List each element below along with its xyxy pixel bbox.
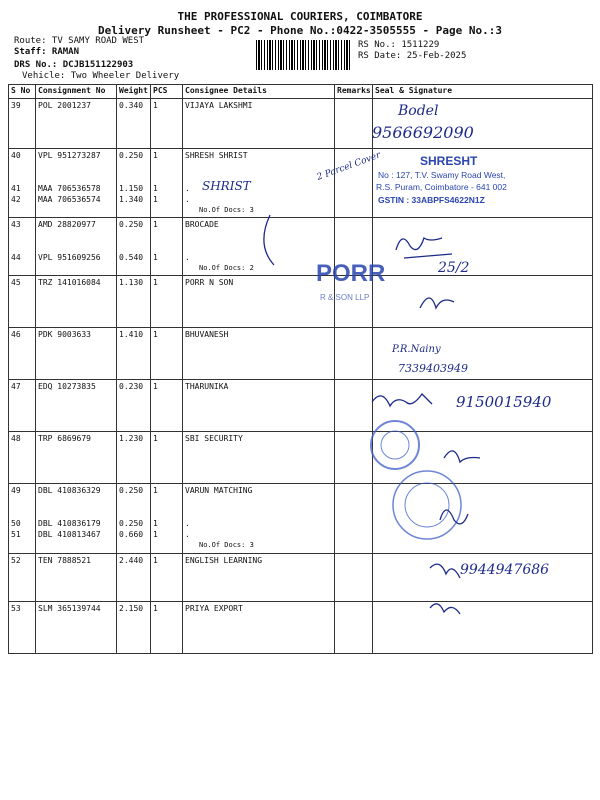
consignee-value: . [185,184,190,193]
rs-number: RS No.: 1511229 [358,40,440,50]
pcs-value: 1 [153,530,158,539]
hw-r47-phone: 9150015940 [456,393,552,411]
consignment-no-value: POL 2001237 [38,101,91,110]
col-seal: Seal & Signature [373,85,593,99]
weight-value: 0.250 [119,151,144,160]
stamp-shresht-name: SHRESHT [420,154,478,168]
s-no-value: 44 [11,253,21,262]
s-no-value: 49 [11,486,21,495]
weight-value: 1.340 [119,195,144,204]
signature-r53 [430,604,460,614]
consignment-no-value: VPL 951273287 [38,151,101,160]
document-title: THE PROFESSIONAL COURIERS, COIMBATORE [177,10,423,23]
pcs-value: 1 [153,253,158,262]
signature-r49 [440,510,468,524]
s-no-value: 51 [11,530,21,539]
round-stamps [371,421,461,539]
consignment-no-value: EDQ 10273835 [38,382,96,391]
col-pcs: PCS [151,85,183,99]
stamp-porr-sub: R & SON LLP [320,293,370,302]
drs-number: DRS No.: DCJB151122903 [14,60,134,70]
col-consignee: Consignee Details [183,85,335,99]
s-no-value: 53 [11,604,21,613]
consignee-value: ENGLISH LEARNING [185,556,263,565]
stamp-shresht-gstin: GSTIN : 33ABPFS4622N1Z [378,195,485,205]
hw-r46-name: P.R.Nainy [392,344,441,355]
round-stamp-sbi-inner [381,431,409,459]
consignee-value: PRIYA EXPORT [185,604,243,613]
consignee-value: . [185,530,190,539]
col-weight: Weight [117,85,151,99]
signature-r47 [372,394,432,406]
weight-value: 0.340 [119,101,144,110]
pcs-value: 1 [153,604,158,613]
col-sno: S No [9,85,36,99]
pcs-value: 1 [153,486,158,495]
shresht-stamp [376,154,507,205]
porr-stamp [316,260,385,302]
weight-value: 1.150 [119,184,144,193]
consignment-no-value: MAA 706536574 [38,195,101,204]
bracket-mark [264,215,274,265]
hw-r52-phone: 9944947686 [460,562,550,578]
pcs-value: 1 [153,101,158,110]
consignment-no-value: DBL 410836329 [38,486,101,495]
s-no-value: 39 [11,101,21,110]
consignee-value: SHRESH SHRIST [185,151,248,160]
consignee-value: VIJAYA LAKSHMI [185,101,253,110]
pcs-value: 1 [153,330,158,339]
weight-value: 1.230 [119,434,144,443]
consignee-value: . [185,519,190,528]
consignee-value: . [185,253,190,262]
weight-value: 0.540 [119,253,144,262]
consignment-no-value: AMD 28820977 [38,220,96,229]
s-no-value: 52 [11,556,21,565]
pcs-value: 1 [153,184,158,193]
round-stamp-varun-inner [405,483,449,527]
s-no-value: 50 [11,519,21,528]
hw-r46-phone: 7339403949 [398,362,468,375]
consignee-value: BHUVANESH [185,330,229,339]
signature-r43 [396,238,452,258]
consignment-no-value: VPL 951609256 [38,253,101,262]
pcs-value: 1 [153,519,158,528]
consignee-value: SBI SECURITY [185,434,243,443]
round-stamp-varun [393,471,461,539]
hw-r39-name: Bodel [398,103,439,119]
weight-value: 0.230 [119,382,144,391]
pcs-value: 1 [153,556,158,565]
col-consignment: Consignment No [36,85,117,99]
route-label: Route: TV SAMY ROAD WEST [14,36,145,46]
rs-date: RS Date: 25-Feb-2025 [358,51,467,61]
pcs-value: 1 [153,195,158,204]
weight-value: 0.250 [119,519,144,528]
hw-r44-date: 25/2 [438,260,470,276]
docs-count: No.Of Docs: 2 [199,264,254,272]
stamp-porr: PORR [316,260,386,287]
docs-count: No.Of Docs: 3 [199,206,254,214]
weight-value: 0.250 [119,486,144,495]
consignment-no-value: DBL 410836179 [38,519,101,528]
consignee-value: VARUN MATCHING [185,486,253,495]
hw-parcel-note: 2 Parcel Cover [315,150,383,183]
signature-r52 [430,564,460,578]
consignee-value: PORR N SON [185,278,234,287]
hw-r41-name: SHRIST [202,179,251,193]
stamp-shresht-addr1: No : 127, T.V. Swamy Road West, [378,170,506,180]
s-no-value: 46 [11,330,21,339]
s-no-value: 48 [11,434,21,443]
consignment-no-value: PDK 9003633 [38,330,91,339]
consignment-no-value: TRP 6869679 [38,434,91,443]
s-no-value: 42 [11,195,21,204]
s-no-value: 47 [11,382,21,391]
consignee-value: BROCADE [185,220,219,229]
weight-value: 2.150 [119,604,144,613]
consignment-no-value: TRZ 141016084 [38,278,101,287]
stamp-shresht-addr2: R.S. Puram, Coimbatore - 641 002 [376,182,507,192]
pcs-value: 1 [153,278,158,287]
pcs-value: 1 [153,151,158,160]
weight-value: 1.410 [119,330,144,339]
staff-label: Staff: RAMAN [14,47,80,57]
consignment-no-value: SLM 365139744 [38,604,101,613]
docs-count: No.Of Docs: 3 [199,541,254,549]
s-no-value: 45 [11,278,21,287]
s-no-value: 41 [11,184,21,193]
consignment-no-value: TEN 7888521 [38,556,91,565]
s-no-value: 43 [11,220,21,229]
signature-r45 [420,298,454,308]
pcs-value: 1 [153,382,158,391]
consignment-no-value: DBL 410813467 [38,530,101,539]
consignee-value: THARUNIKA [185,382,229,391]
round-stamp-sbi [371,421,419,469]
pcs-value: 1 [153,434,158,443]
s-no-value: 40 [11,151,21,160]
weight-value: 0.660 [119,530,144,539]
consignee-value: . [185,195,190,204]
col-remarks: Remarks [335,85,373,99]
weight-value: 0.250 [119,220,144,229]
hw-r39-phone: 9566692090 [372,123,474,142]
signature-r48 [444,451,480,462]
pcs-value: 1 [153,220,158,229]
weight-value: 1.130 [119,278,144,287]
vehicle-label: Vehicle: Two Wheeler Delivery [22,71,180,81]
consignment-no-value: MAA 706536578 [38,184,101,193]
document-subtitle: Delivery Runsheet - PC2 - Phone No.:0422-3505555 - Page No.:3 [98,24,502,37]
weight-value: 2.440 [119,556,144,565]
